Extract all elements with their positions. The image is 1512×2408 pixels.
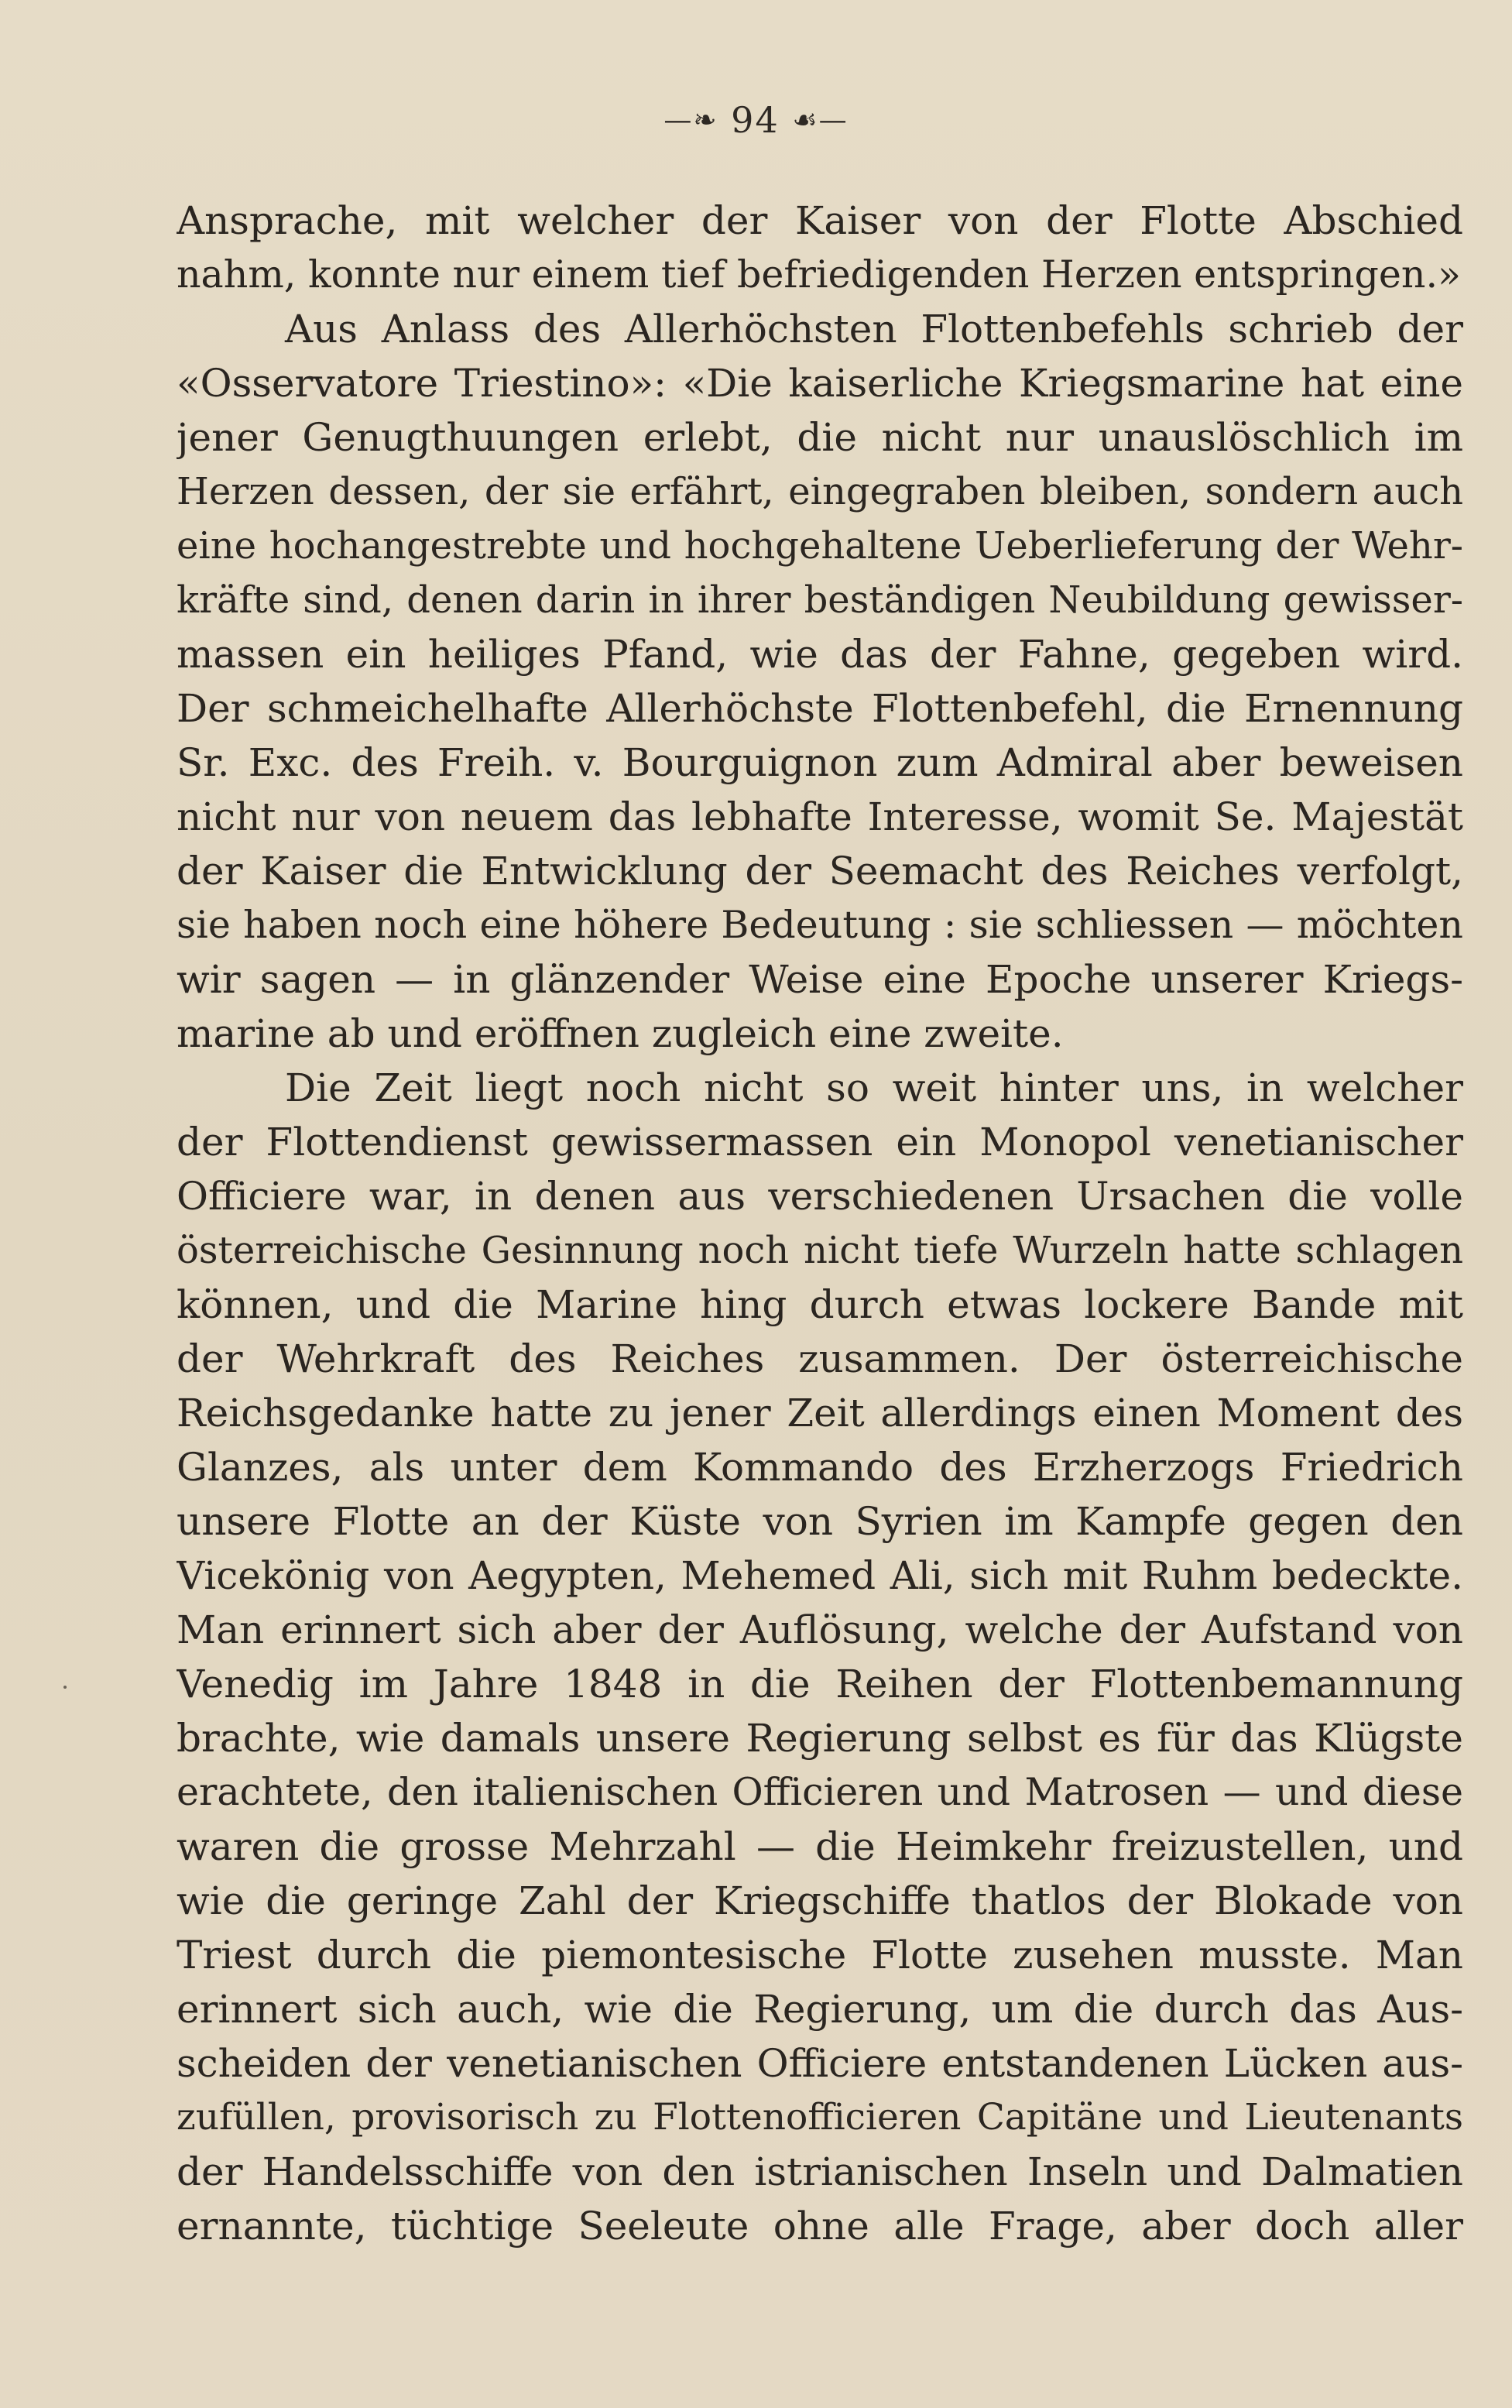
text-line: massen ein heiliges Pfand, wie das der Fahne, gegeben wird.: [177, 632, 1463, 677]
text-line: Vicekönig von Aegypten, Mehemed Ali, sich mit Ruhm bedeckte.: [177, 1553, 1463, 1598]
text-line: scheiden der venetianischen Officiere entstandenen Lücken aus-: [177, 2041, 1463, 2086]
page-number: 94: [731, 99, 780, 141]
text-line: nicht nur von neuem das lebhafte Interesse, womit Se. Majestät: [177, 794, 1463, 839]
text-line: Der schmeichelhafte Allerhöchste Flottenbefehl, die Ernennung: [177, 686, 1463, 731]
text-line: Sr. Exc. des Freih. v. Bourguignon zum Admiral aber beweisen: [177, 740, 1463, 785]
text-line: Aus Anlass des Allerhöchsten Flottenbefehls schrieb der: [285, 307, 1463, 352]
page-header: [0, 99, 1512, 141]
text-line: «Osservatore Triestino»: «Die kaiserliche Kriegsmarine hat eine: [177, 361, 1463, 406]
text-line: Ansprache, mit welcher der Kaiser von der Flotte Abschied: [177, 198, 1463, 243]
text-line: kräfte sind, denen darin in ihrer beständigen Neubildung gewisser-: [177, 578, 1463, 622]
text-line: eine hochangestrebte und hochgehaltene Ueberlieferung der Wehr-: [177, 524, 1463, 568]
paper-speck: [63, 1686, 67, 1689]
text-line: wir sagen — in glänzender Weise eine Epoche unserer Kriegs-: [177, 957, 1463, 1002]
text-line: erachtete, den italienischen Officieren und Matrosen — und diese: [177, 1770, 1463, 1814]
body-text: [177, 194, 1463, 2253]
text-line: der Flottendienst gewissermassen ein Monopol venetianischer: [177, 1120, 1463, 1165]
text-line: unsere Flotte an der Küste von Syrien im Kampfe gegen den: [177, 1499, 1463, 1544]
text-line: können, und die Marine hing durch etwas lockere Bande mit: [177, 1282, 1463, 1327]
text-line: Triest durch die piemontesische Flotte zusehen musste. Man: [177, 1933, 1463, 1978]
text-line: waren die grosse Mehrzahl — die Heimkehr freizustellen, und: [177, 1824, 1463, 1869]
text-line: Herzen dessen, der sie erfährt, eingegraben bleiben, sondern auch: [177, 470, 1463, 513]
text-line: der Wehrkraft des Reiches zusammen. Der österreichische: [177, 1336, 1463, 1381]
text-line: sie haben noch eine höhere Bedeutung : sie schliessen — möchten: [177, 903, 1463, 947]
text-line: nahm, konnte nur einem tief befriedigenden Herzen entspringen.»: [177, 252, 1462, 297]
text-line: erinnert sich auch, wie die Regierung, um die durch das Aus-: [177, 1987, 1463, 2032]
left-ornament-icon: —❧: [663, 105, 718, 136]
text-line: brachte, wie damals unsere Regierung selbst es für das Klügste: [177, 1716, 1463, 1761]
text-line: jener Genugthuungen erlebt, die nicht nur unauslöschlich im: [177, 415, 1463, 460]
text-line: Glanzes, als unter dem Kommando des Erzherzogs Friedrich: [177, 1445, 1463, 1490]
text-line: Man erinnert sich aber der Auflösung, welche der Aufstand von: [177, 1607, 1463, 1652]
text-line: der Handelsschiffe von den istrianischen Inseln und Dalmatien: [177, 2149, 1463, 2194]
text-line: wie die geringe Zahl der Kriegschiffe thatlos der Blokade von: [177, 1878, 1463, 1923]
text-line: Reichsgedanke hatte zu jener Zeit allerdings einen Moment des: [177, 1391, 1463, 1436]
text-line: der Kaiser die Entwicklung der Seemacht des Reiches verfolgt,: [177, 849, 1463, 894]
text-line: österreichische Gesinnung noch nicht tiefe Wurzeln hatte schlagen: [177, 1229, 1463, 1272]
text-line: marine ab und eröffnen zugleich eine zweite.: [177, 1011, 1064, 1056]
right-ornament-icon: ☙—: [792, 105, 849, 136]
text-line: Die Zeit liegt noch nicht so weit hinter uns, in welcher: [285, 1065, 1463, 1110]
text-line: zufüllen, provisorisch zu Flottenofficieren Capitäne und Lieutenants: [177, 2096, 1463, 2139]
text-line: Venedig im Jahre 1848 in die Reihen der Flottenbemannung: [177, 1662, 1463, 1707]
text-line: ernannte, tüchtige Seeleute ohne alle Frage, aber doch aller: [177, 2204, 1463, 2248]
text-line: Officiere war, in denen aus verschiedenen Ursachen die volle: [177, 1174, 1463, 1219]
